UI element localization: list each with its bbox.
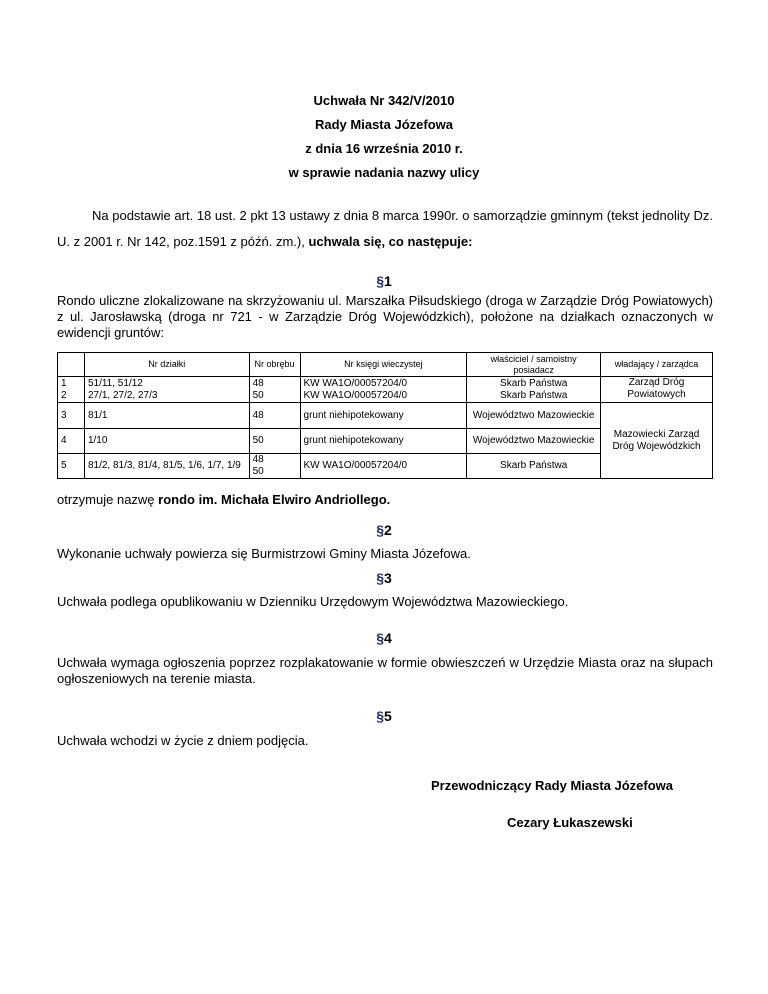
table-header-row [58,353,713,377]
kw-2: KW WA1O/00057204/0 [303,389,408,401]
obreb-1: 48 [252,377,264,389]
naming-line [57,492,713,508]
section-2-text: Wykonanie uchwały powierza się Burmistrzowi Gminy Miasta Józefowa. [57,546,471,561]
table-row [58,377,713,403]
section-2-heading [0,522,768,538]
cell-lp [58,377,85,403]
cell-wlasciciel: Województwo Mazowieckie [467,403,601,429]
obreb-5b: 50 [252,466,264,477]
wlasciciel-2: Skarb Państwa [500,389,568,401]
table-row [58,403,713,429]
resolution-number: Uchwała Nr 342/V/2010 [313,93,455,108]
header-kw: Nr księgi wieczystej [300,353,467,377]
lp-1: 1 [61,377,67,389]
header-wlasciciel: właściciel / samoistny posiadacz [467,353,601,377]
cell-lp: 5 [58,454,85,479]
cell-dzialka: 1/10 [84,429,249,454]
council-name: Rady Miasta Józefowa [315,117,453,132]
parcel-table [57,352,713,479]
paragraph-sign-icon: § [376,630,384,646]
header-dzialka: Nr działki [84,353,249,377]
cell-lp: 3 [58,403,85,429]
header-obreb: Nr obrębu [249,353,300,377]
cell-obreb: 50 [249,429,300,454]
cell-dzialka: 81/1 [84,403,249,429]
header-lp [58,353,85,377]
cell-wlasciciel: Skarb Państwa [467,454,601,479]
dzialka-1: 51/11, 51/12 [87,377,143,389]
section-number: 2 [384,522,392,538]
cell-zarzadca-1: Zarząd Dróg Powiatowych [601,377,713,403]
intro-text: Na podstawie art. 18 ust. 2 pkt 13 ustawy z dnia 8 marca 1990r. o samorządzie gminnym (tekst jednolity Dz. U. z 2001 r. Nr 142, poz.1591 z późń. zm.), [57,208,713,249]
paragraph-sign-icon: § [376,708,384,724]
section-1-text: Rondo uliczne zlokalizowane na skrzyżowaniu ul. Marszałka Piłsudskiego (droga w Zarządzie Dróg Powiatowych) z ul. Jarosławską (droga nr 721 - w Zarządzie Dróg Wojewódzkich), położone na działkach oznaczonych w ewidencji gruntów: [57,293,713,340]
dzialka-2: 27/1, 27/2, 27/3 [87,389,158,401]
cell-obreb [249,377,300,403]
section-number: 1 [384,273,392,289]
cell-kw: grunt niehipotekowany [300,429,467,454]
intro-paragraph [57,203,713,255]
obreb-2: 50 [252,389,264,401]
section-3-text: Uchwała podlega opublikowaniu w Dzienniku Urzędowym Województwa Mazowieckiego. [57,594,569,609]
header-zarzadca: władający / zarządca [601,353,713,377]
paragraph-sign-icon: § [376,273,384,289]
cell-kw: KW WA1O/00057204/0 [300,454,467,479]
signature-name: Cezary Łukaszewski [507,815,633,830]
section-5-text: Uchwała wchodzi w życie z dniem podjęcia. [57,733,309,748]
kw-1: KW WA1O/00057204/0 [303,377,408,389]
cell-obreb [249,454,300,479]
wlasciciel-1: Skarb Państwa [500,377,568,389]
paragraph-sign-icon: § [376,522,384,538]
section-4-text: Uchwała wymaga ogłoszenia poprzez rozplakatowanie w formie obwieszczeń w Urzędzie Miasta oraz na słupach ogłoszeniowych na terenie miasta. [57,655,713,686]
street-name: rondo im. Michała Elwiro Andriollego. [158,492,391,507]
paragraph-sign-icon: § [376,570,384,586]
cell-dzialka: 81/2, 81/3, 81/4, 81/5, 1/6, 1/7, 1/9 [84,454,249,479]
section-number: 5 [384,708,392,724]
section-number: 3 [384,570,392,586]
obreb-5a: 48 [252,454,264,465]
section-number: 4 [384,630,392,646]
section-1-heading [0,273,768,289]
lp-2: 2 [61,389,67,401]
cell-wlasciciel [467,377,601,403]
section-3-heading [0,570,768,586]
resolution-subject: w sprawie nadania nazwy ulicy [288,165,480,180]
cell-kw [300,377,467,403]
cell-zarzadca-2: Mazowiecki Zarząd Dróg Wojewódzkich [601,403,713,479]
cell-lp: 4 [58,429,85,454]
section-5-heading [0,708,768,724]
section-4-heading [0,630,768,646]
cell-obreb: 48 [249,403,300,429]
cell-kw: grunt niehipotekowany [300,403,467,429]
cell-dzialka [84,377,249,403]
naming-text: otrzymuje nazwę [57,492,159,507]
cell-wlasciciel: Województwo Mazowieckie [467,429,601,454]
intro-bold: uchwala się, co następuje: [308,234,473,249]
signature-title: Przewodniczący Rady Miasta Józefowa [431,778,674,793]
resolution-date: z dnia 16 września 2010 r. [305,141,463,156]
